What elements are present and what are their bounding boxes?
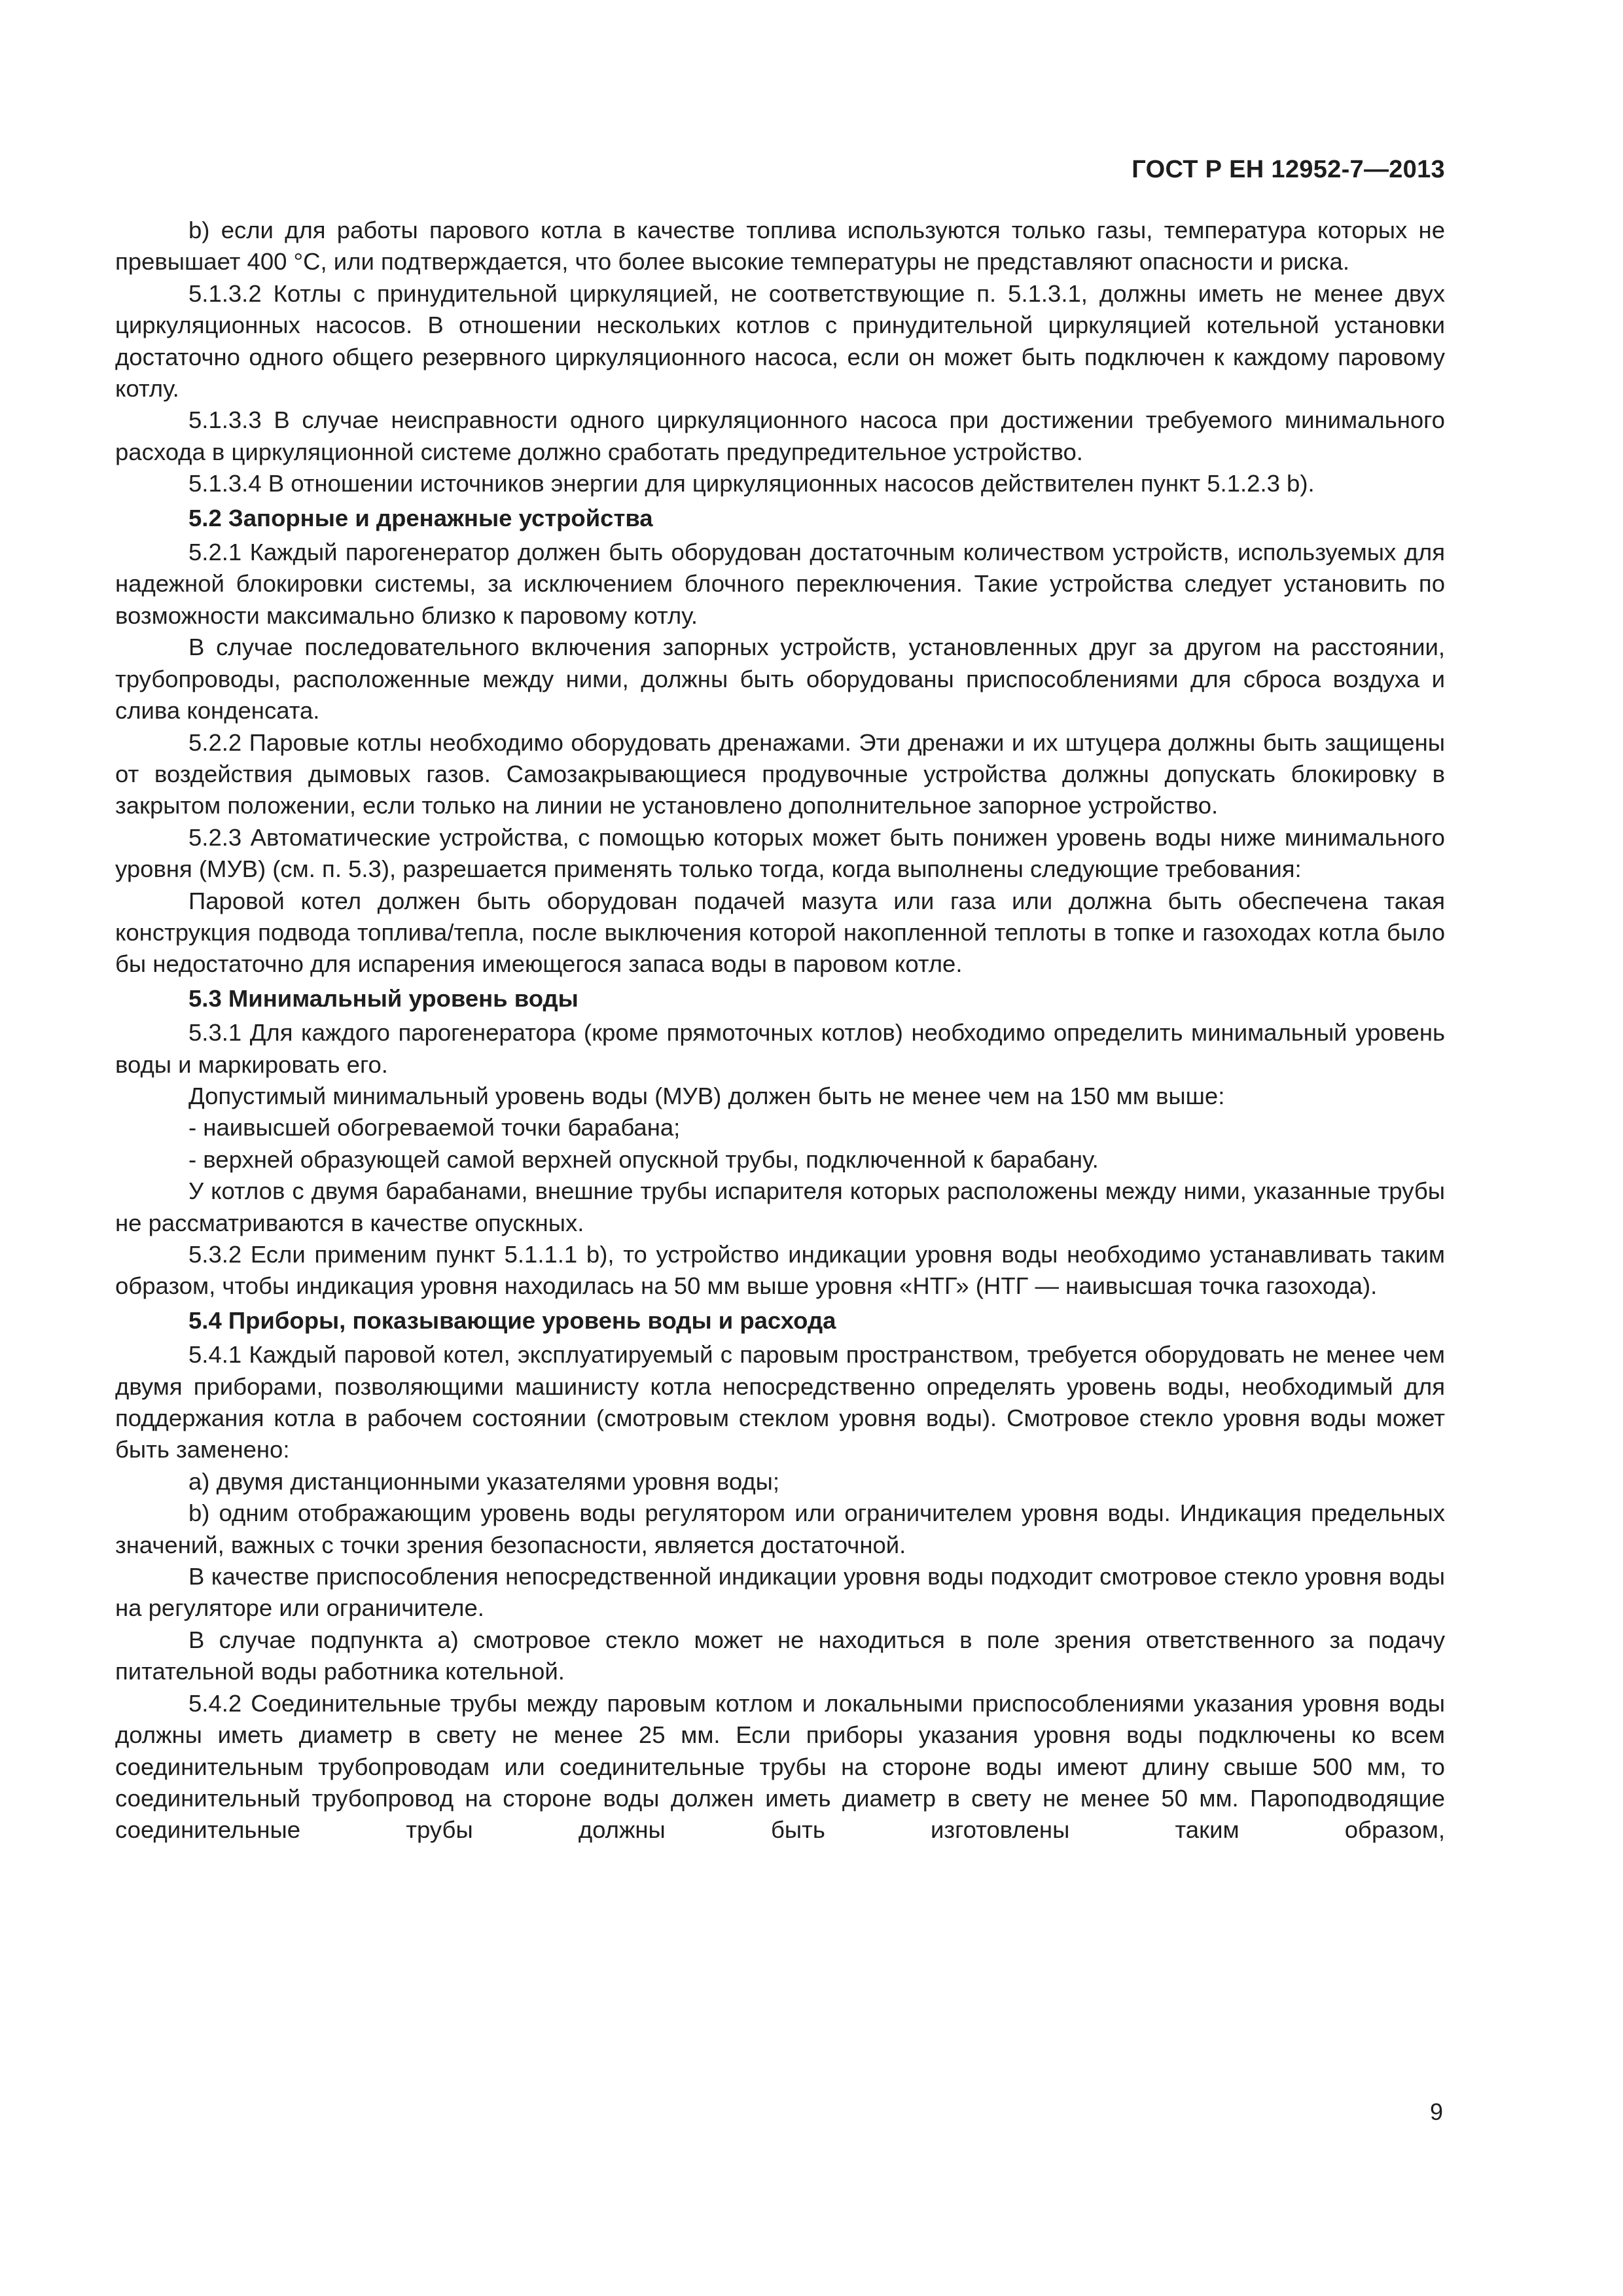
paragraph: 5.1.3.3 В случае неисправности одного циркуляционного насоса при достижении требуемого минимального расхода в циркуляционной системе должно сработать предупредительное устройство.: [115, 406, 1445, 465]
paragraph: 5.1.3.4 В отношении источников энергии для циркуляционных насосов действителен пункт 5.1.2.3 b).: [188, 470, 1315, 497]
section-heading: 5.4 Приборы, показывающие уровень воды и расхода: [188, 1306, 836, 1334]
paragraph: В качестве приспособления непосредственной индикации уровня воды подходит смотровое стекло уровня воды на регуляторе или ограничителе.: [115, 1563, 1445, 1622]
list-item: b) одним отображающим уровень воды регулятором или ограничителем уровня воды. Индикация предельных значений, важных с точки зрения безопасности, является достаточной.: [115, 1499, 1445, 1558]
list-item: а) двумя дистанционными указателями уровня воды;: [188, 1467, 780, 1495]
section-heading: 5.2 Запорные и дренажные устройства: [188, 504, 653, 531]
paragraph: 5.3.2 Если применим пункт 5.1.1.1 b), то устройство индикации уровня воды необходимо устанавливать таким образом, чтобы индикация уровня находилась на 50 мм выше уровня «НТГ» (НТГ — наивысшая точка газохода).: [115, 1241, 1445, 1300]
paragraph: В случае последовательного включения запорных устройств, установленных друг за другом на расстоянии, трубопроводы, расположенные между ними, должны быть оборудованы приспособлениями для сброса воздуха и слива конденсата.: [115, 634, 1445, 725]
list-item: - наивысшей обогреваемой точки барабана;: [188, 1114, 681, 1141]
paragraph: 5.4.1 Каждый паровой котел, эксплуатируемый с паровым пространством, требуется оборудовать не менее чем двумя приборами, позволяющими машинисту котла непосредственно определять уровень воды, необходимый для поддержания котла в рабочем состоянии (смотровым стеклом уровня воды). Смотровое стекло уровня воды может быть заменено:: [115, 1341, 1445, 1463]
page-number: 9: [1429, 2098, 1443, 2125]
paragraph: 5.4.2 Соединительные трубы между паровым котлом и локальными приспособлениями указания уровня воды должны иметь диаметр в свету не менее 25 мм. Если приборы указания уровня воды подключены ко всем соединительным трубопроводам или соединительные трубы на стороне воды имеют длину свыше 500 мм, то соединительный трубопровод на стороне воды должен иметь диаметр в свету не менее 50 мм. Пароподводящие соединительные трубы должны быть изготовлены таким образом,: [115, 1689, 1445, 1844]
list-item: - верхней образующей самой верхней опускной трубы, подключенной к барабану.: [188, 1145, 1099, 1173]
paragraph: Паровой котел должен быть оборудован подачей мазута или газа или должна быть обеспечена такая конструкция подвода топлива/тепла, после выключения которой накопленной теплоты в топке и газоходах котла было бы недостаточно для испарения имеющегося запаса воды в паровом котле.: [115, 887, 1445, 978]
paragraph: b) если для работы парового котла в качестве топлива используются только газы, температура которых не превышает 400 °С, или подтверждается, что более высокие температуры не представляют опасности и риска.: [115, 217, 1445, 276]
document-id-header: ГОСТ Р ЕН 12952-7—2013: [1132, 156, 1445, 183]
paragraph: Допустимый минимальный уровень воды (МУВ) должен быть не менее чем на 150 мм выше:: [188, 1082, 1225, 1109]
paragraph: 5.2.3 Автоматические устройства, с помощью которых может быть понижен уровень воды ниже минимального уровня (МУВ) (см. п. 5.3), разрешается применять только тогда, когда выполнены следующие требования:: [115, 823, 1445, 883]
paragraph: 5.1.3.2 Котлы с принудительной циркуляцией, не соответствующие п. 5.1.3.1, должны иметь не менее двух циркуляционных насосов. В отношении нескольких котлов с принудительной циркуляцией котельной установки достаточно одного общего резервного циркуляционного насоса, если он может быть подключен к каждому паровому котлу.: [115, 279, 1445, 403]
paragraph: 5.3.1 Для каждого парогенератора (кроме прямоточных котлов) необходимо определить минимальный уровень воды и маркировать его.: [115, 1019, 1445, 1078]
paragraph: В случае подпункта а) смотровое стекло может не находиться в поле зрения ответственного за подачу питательной воды работника котельной.: [115, 1626, 1445, 1685]
paragraph: У котлов с двумя барабанами, внешние трубы испарителя которых расположены между ними, указанные трубы не рассматриваются в качестве опускных.: [115, 1177, 1445, 1236]
section-heading: 5.3 Минимальный уровень воды: [188, 984, 579, 1012]
document-body: [115, 215, 1445, 1846]
paragraph: 5.2.2 Паровые котлы необходимо оборудовать дренажами. Эти дренажи и их штуцера должны быть защищены от воздействия дымовых газов. Самозакрывающиеся продувочные устройства должны допускать блокировку в закрытом положении, если только на линии не установлено дополнительное запорное устройство.: [115, 728, 1445, 819]
paragraph: 5.2.1 Каждый парогенератор должен быть оборудован достаточным количеством устройств, используемых для надежной блокировки системы, за исключением блочного переключения. Такие устройства следует установить по возможности максимально близко к паровому котлу.: [115, 539, 1445, 629]
